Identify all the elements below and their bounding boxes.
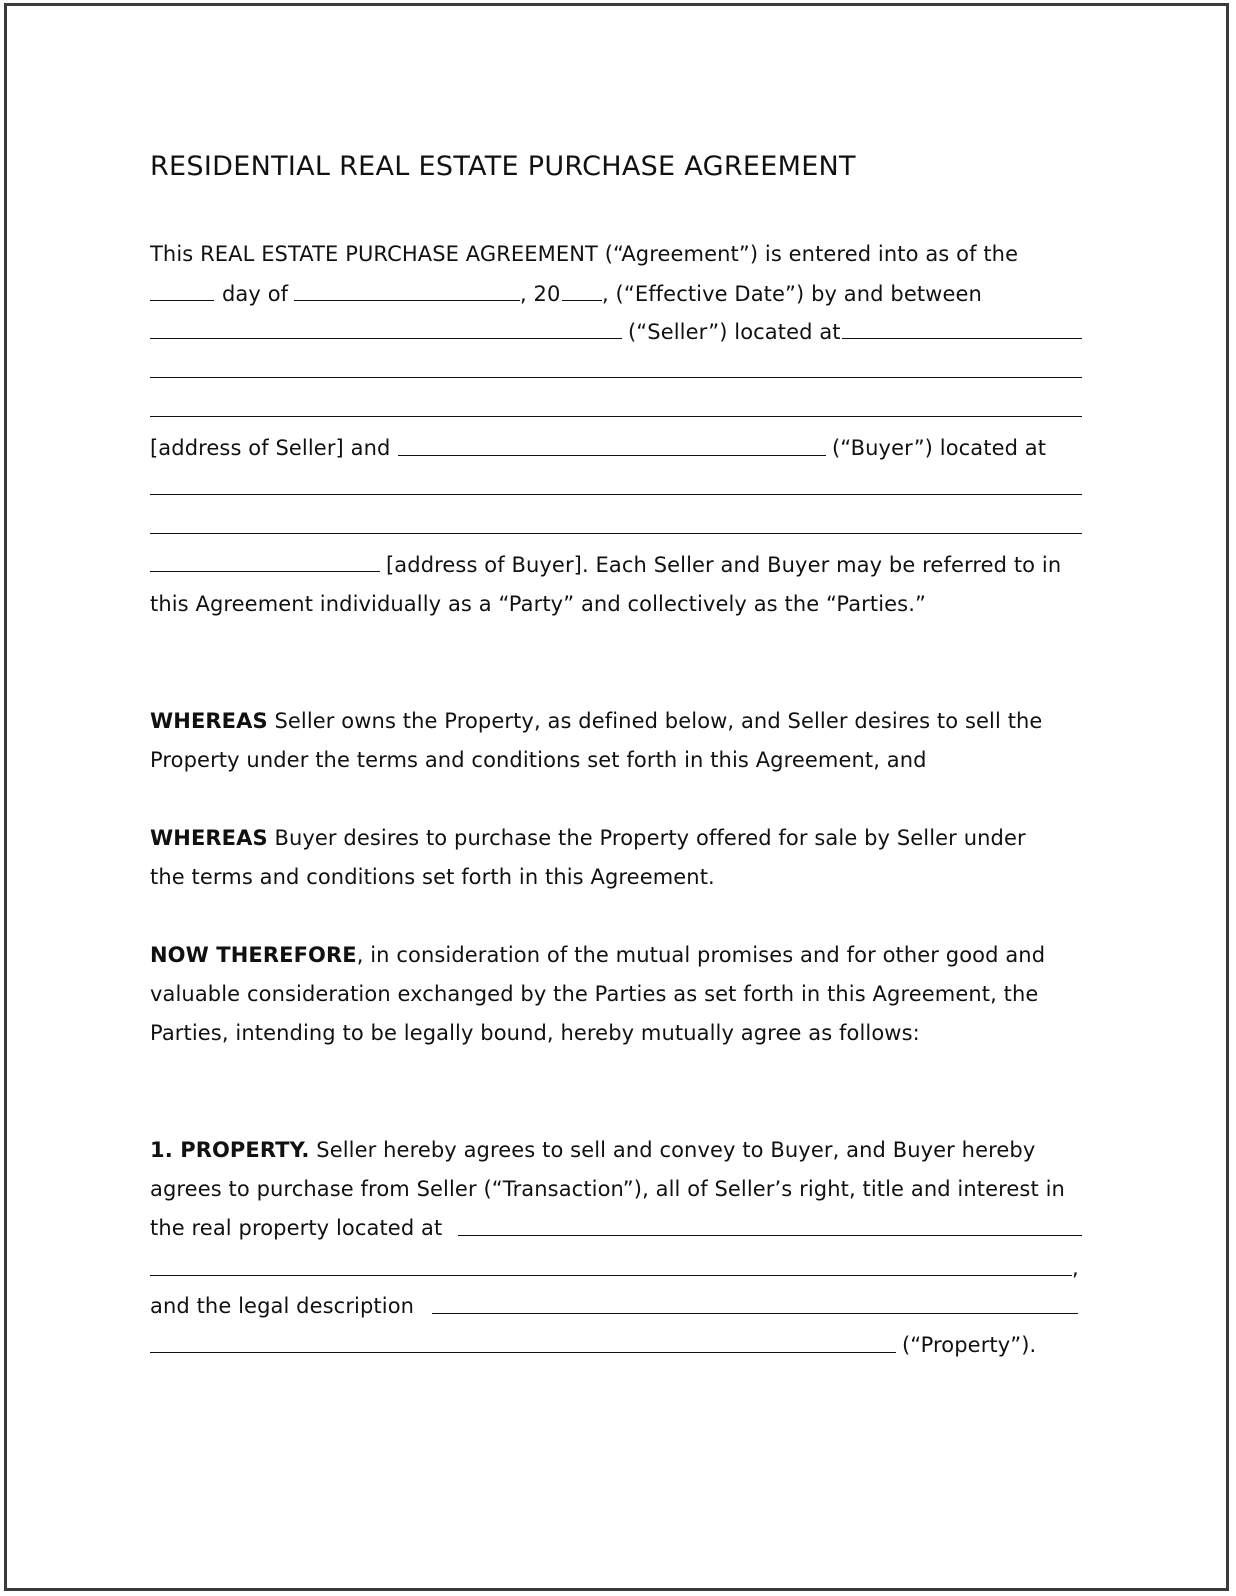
section-1-text: Seller hereby agrees to sell and convey to Buyer, and Buyer hereby [309, 1138, 1036, 1162]
day-of-label: day of [222, 282, 289, 306]
whereas-2-line-2: the terms and conditions set forth in this Agreement. [150, 865, 715, 889]
property-comma: , [1072, 1256, 1079, 1280]
now-therefore-lead: NOW THEREFORE [150, 943, 357, 967]
property-address-blank-2[interactable] [150, 1275, 1072, 1276]
whereas-2-lead: WHEREAS [150, 826, 268, 850]
now-therefore-text: , in consideration of the mutual promises and for other good and [356, 943, 1046, 967]
buyer-address-blank-3[interactable] [150, 571, 380, 572]
now-therefore-line-2: valuable consideration exchanged by the Parties as set forth in this Agreement, the [150, 982, 1039, 1006]
section-1-line-1 [150, 1136, 1035, 1164]
whereas-1-line-2: Property under the terms and conditions set forth in this Agreement, and [150, 748, 927, 772]
buyer-address-blank-2[interactable] [150, 533, 1082, 534]
whereas-2-text: Buyer desires to purchase the Property offered for sale by Seller under [267, 826, 1026, 850]
legal-description-blank-1[interactable] [432, 1313, 1078, 1314]
document-title: RESIDENTIAL REAL ESTATE PURCHASE AGREEMENT [150, 151, 856, 182]
legal-description-blank-2[interactable] [150, 1352, 896, 1353]
section-1-line-3: the real property located at [150, 1216, 443, 1240]
seller-address-blank-1[interactable] [842, 338, 1082, 339]
seller-located-label: (“Seller”) located at [628, 320, 841, 344]
whereas-2-line-1 [150, 824, 1026, 852]
now-therefore-line-3: Parties, intending to be legally bound, hereby mutually agree as follows: [150, 1021, 920, 1045]
now-therefore-line-1 [150, 941, 1045, 969]
buyer-name-blank[interactable] [398, 455, 826, 456]
address-of-seller-label: [address of Seller] and [150, 436, 391, 460]
whereas-1-text: Seller owns the Property, as defined below, and Seller desires to sell the [267, 709, 1043, 733]
legal-description-label: and the legal description [150, 1294, 415, 1318]
section-1-heading: 1. PROPERTY. [150, 1138, 310, 1162]
day-blank[interactable] [150, 300, 214, 301]
parties-line: this Agreement individually as a “Party” and collectively as the “Parties.” [150, 592, 926, 616]
whereas-1-line-1 [150, 707, 1042, 735]
seller-address-blank-2[interactable] [150, 377, 1082, 378]
year-prefix: , 20 [520, 282, 561, 306]
year-blank[interactable] [562, 300, 602, 301]
property-label: (“Property”). [902, 1333, 1037, 1357]
buyer-address-blank-1[interactable] [150, 494, 1082, 495]
property-address-blank-1[interactable] [458, 1235, 1082, 1236]
intro-line-1: This REAL ESTATE PURCHASE AGREEMENT (“Agreement”) is entered into as of the [150, 242, 1019, 266]
effective-date-label: , (“Effective Date”) by and between [602, 282, 982, 306]
seller-name-blank[interactable] [150, 338, 622, 339]
whereas-1-lead: WHEREAS [150, 709, 268, 733]
section-1-line-2: agrees to purchase from Seller (“Transaction”), all of Seller’s right, title and interest in [150, 1177, 1065, 1201]
buyer-located-label: (“Buyer”) located at [832, 436, 1047, 460]
month-blank[interactable] [294, 300, 520, 301]
address-of-buyer-label: [address of Buyer]. Each Seller and Buyer may be referred to in [386, 553, 1062, 577]
seller-address-blank-3[interactable] [150, 416, 1082, 417]
